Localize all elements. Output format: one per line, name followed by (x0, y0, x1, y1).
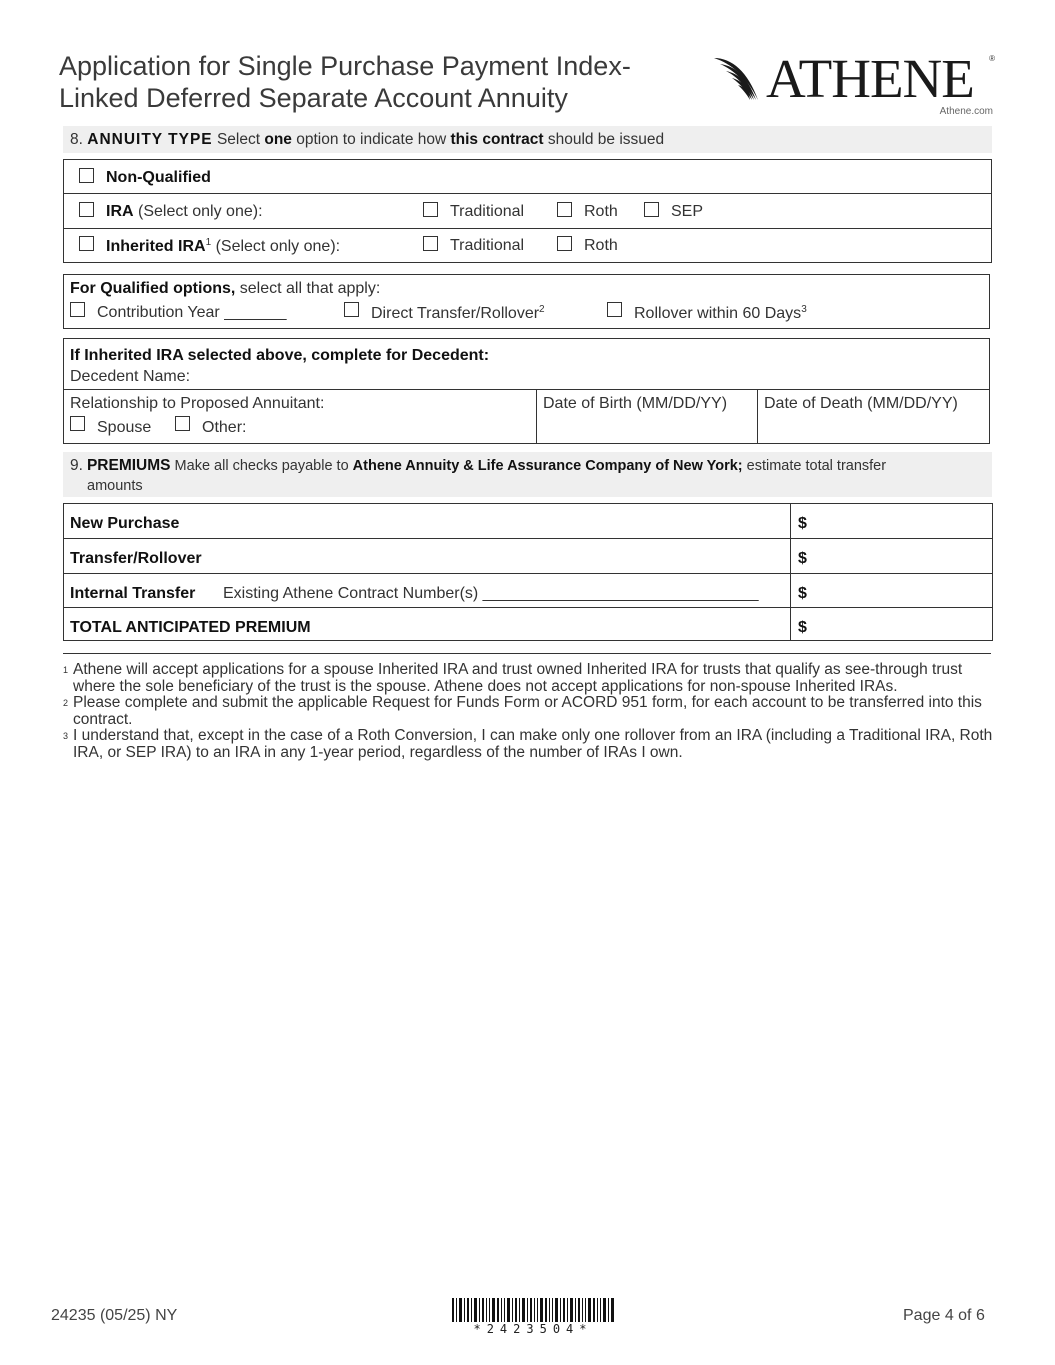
footnote-2: 2 Please complete and submit the applicable Request for Funds Form or ACORD 951 form, for each account to be transferred into this contract. (63, 694, 982, 728)
inherited-ira-checkbox[interactable] (79, 236, 94, 251)
premium-row (64, 573, 992, 607)
premium-row (64, 607, 992, 640)
ira-sep-checkbox[interactable] (644, 202, 659, 217)
spouse-label: Spouse (97, 419, 152, 436)
spouse-checkbox[interactable] (70, 416, 85, 431)
inherited-ira-note: (Select only one): (215, 238, 341, 255)
footnotes (63, 662, 993, 761)
inherited-roth-checkbox[interactable] (557, 236, 572, 251)
other-label: Other: (202, 419, 247, 436)
title-line-1: Application for Single Purchase Payment Index- (59, 51, 631, 81)
ira-label: IRA (106, 203, 134, 220)
logo-registered-mark: ® (989, 54, 995, 63)
direct-transfer-checkbox[interactable] (344, 302, 359, 317)
transfer-rollover-amount[interactable]: $ (798, 550, 807, 567)
decedent-heading: If Inherited IRA selected above, complete for Decedent: (70, 347, 490, 364)
divider (757, 390, 758, 443)
inherited-ira-label: Inherited IRA (106, 238, 206, 255)
premium-row (64, 538, 992, 573)
form-code: 24235 (05/25) NY (51, 1307, 178, 1324)
footnote-ref-1: 1 (205, 237, 212, 248)
other-checkbox[interactable] (175, 416, 190, 431)
new-purchase-amount[interactable]: $ (798, 515, 807, 532)
decedent-name-label: Decedent Name: (70, 368, 191, 385)
annuity-type-box (63, 159, 992, 263)
direct-transfer-label: Direct Transfer/Rollover (371, 305, 540, 322)
contract-number-field[interactable]: Existing Athene Contract Number(s) _______________________________ (223, 585, 759, 602)
contribution-year-checkbox[interactable] (70, 302, 85, 317)
logo-url: Athene.com (939, 106, 993, 117)
ira-note: (Select only one): (138, 203, 263, 220)
qualified-heading: For Qualified options, (70, 280, 236, 297)
qualified-heading-rest: select all that apply: (239, 280, 381, 297)
section-8-heading: 8. ANNUITY TYPE Select one option to indicate how this contract should be issued (63, 126, 992, 153)
footnote-ref-3: 3 (801, 304, 807, 315)
page-number: Page 4 of 6 (903, 1307, 985, 1324)
decedent-details-row (64, 389, 989, 443)
divider (536, 390, 537, 443)
total-premium-amount[interactable]: $ (798, 619, 807, 636)
internal-transfer-label: Internal Transfer (70, 585, 196, 602)
non-qualified-label: Non-Qualified (106, 169, 211, 186)
new-purchase-label: New Purchase (70, 515, 180, 532)
contribution-year-label: Contribution Year _______ (97, 304, 287, 321)
internal-transfer-amount[interactable]: $ (798, 585, 807, 602)
transfer-rollover-label: Transfer/Rollover (70, 550, 202, 567)
page-title (59, 50, 631, 114)
inherited-roth-label: Roth (584, 237, 618, 254)
ira-sep-label: SEP (671, 203, 704, 220)
ira-roth-label: Roth (584, 203, 618, 220)
athene-wing-icon (712, 54, 774, 104)
footnote-1: 1 Athene will accept applications for a spouse Inherited IRA and trust owned Inherited IRA for trusts that qualify as see-through trust where the sole beneficiary of the trust is the spouse. Athene does not accept applications for non-spouse Inherited IRAs. (63, 661, 963, 695)
decedent-box (63, 338, 990, 444)
barcode (452, 1298, 614, 1322)
footnote-rule (63, 653, 991, 654)
rollover-60-days-label: Rollover within 60 Days (634, 305, 802, 322)
date-of-death-label: Date of Death (MM/DD/YY) (764, 395, 958, 412)
total-premium-label: TOTAL ANTICIPATED PREMIUM (70, 619, 311, 636)
premiums-table (63, 503, 993, 641)
inherited-traditional-checkbox[interactable] (423, 236, 438, 251)
footnote-ref-2: 2 (539, 304, 545, 315)
inherited-ira-row (64, 228, 991, 262)
premium-row (64, 504, 992, 538)
athene-logo (712, 48, 997, 122)
ira-traditional-checkbox[interactable] (423, 202, 438, 217)
ira-roth-checkbox[interactable] (557, 202, 572, 217)
footnote-3: 3 I understand that, except in the case of a Roth Conversion, I can make only one rollover from an IRA (including a Traditional IRA, Roth IRA, or SEP IRA) to an IRA in any 1-year period, regardless of the number of IRAs I own. (63, 727, 993, 761)
relationship-label: Relationship to Proposed Annuitant: (70, 395, 325, 412)
section-9-heading: 9. PREMIUMS Make all checks payable to Athene Annuity & Life Assurance Company of New York; estimate total transfer amounts (63, 452, 992, 497)
barcode-number: *2423504* (473, 1322, 593, 1336)
non-qualified-checkbox[interactable] (79, 168, 94, 183)
date-of-birth-label: Date of Birth (MM/DD/YY) (543, 395, 728, 412)
ira-checkbox[interactable] (79, 202, 94, 217)
ira-traditional-label: Traditional (450, 203, 525, 220)
qualified-options-box (63, 274, 990, 329)
ira-row (64, 193, 991, 228)
inherited-traditional-label: Traditional (450, 237, 525, 254)
title-line-2: Linked Deferred Separate Account Annuity (59, 83, 568, 113)
logo-wordmark: ATHENE (766, 48, 974, 109)
rollover-60-days-checkbox[interactable] (607, 302, 622, 317)
